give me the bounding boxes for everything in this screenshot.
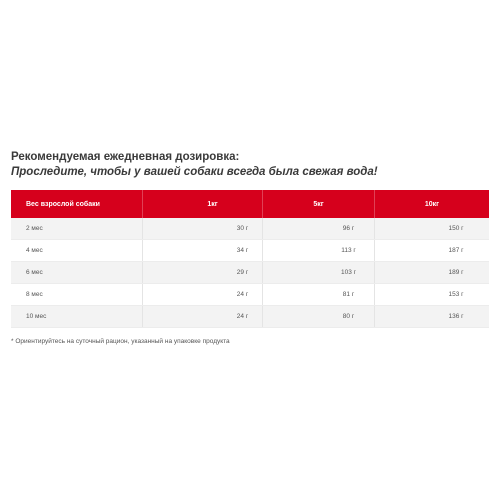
row-value-5kg: 113 г [262,240,374,261]
table-header [11,190,489,218]
row-value-5kg: 80 г [262,306,374,327]
table-row [11,262,489,284]
header-1kg: 1кг [142,190,262,218]
row-value-1kg: 24 г [142,284,262,305]
row-age: 2 мес [26,225,43,232]
row-value-1kg: 30 г [142,218,262,239]
row-value-5kg: 96 г [262,218,374,239]
row-value-1kg: 24 г [142,306,262,327]
dosage-heading [11,150,491,180]
header-10kg: 10кг [374,190,489,218]
row-value-10kg: 136 г [374,306,489,327]
header-5kg: 5кг [262,190,374,218]
table-body [11,218,489,328]
row-value-1kg: 34 г [142,240,262,261]
row-value-10kg: 187 г [374,240,489,261]
row-value-10kg: 150 г [374,218,489,239]
row-value-5kg: 81 г [262,284,374,305]
row-value-10kg: 189 г [374,262,489,283]
row-age: 6 мес [26,269,43,276]
row-age: 8 мес [26,291,43,298]
header-weight: Вес взрослой собаки [26,200,100,208]
table-row [11,284,489,306]
table-row [11,240,489,262]
row-age: 10 мес [26,313,47,320]
row-age: 4 мес [26,247,43,254]
row-value-1kg: 29 г [142,262,262,283]
dosage-subtitle: Проследите, чтобы у вашей собаки всегда была свежая вода! [11,166,378,178]
footnote: * Ориентируйтесь на суточный рацион, указанный на упаковке продукта [11,338,230,345]
table-row [11,218,489,240]
table-row [11,306,489,328]
dosage-table [11,190,489,328]
row-value-5kg: 103 г [262,262,374,283]
row-value-10kg: 153 г [374,284,489,305]
dosage-title: Рекомендуемая ежедневная дозировка: [11,151,240,163]
